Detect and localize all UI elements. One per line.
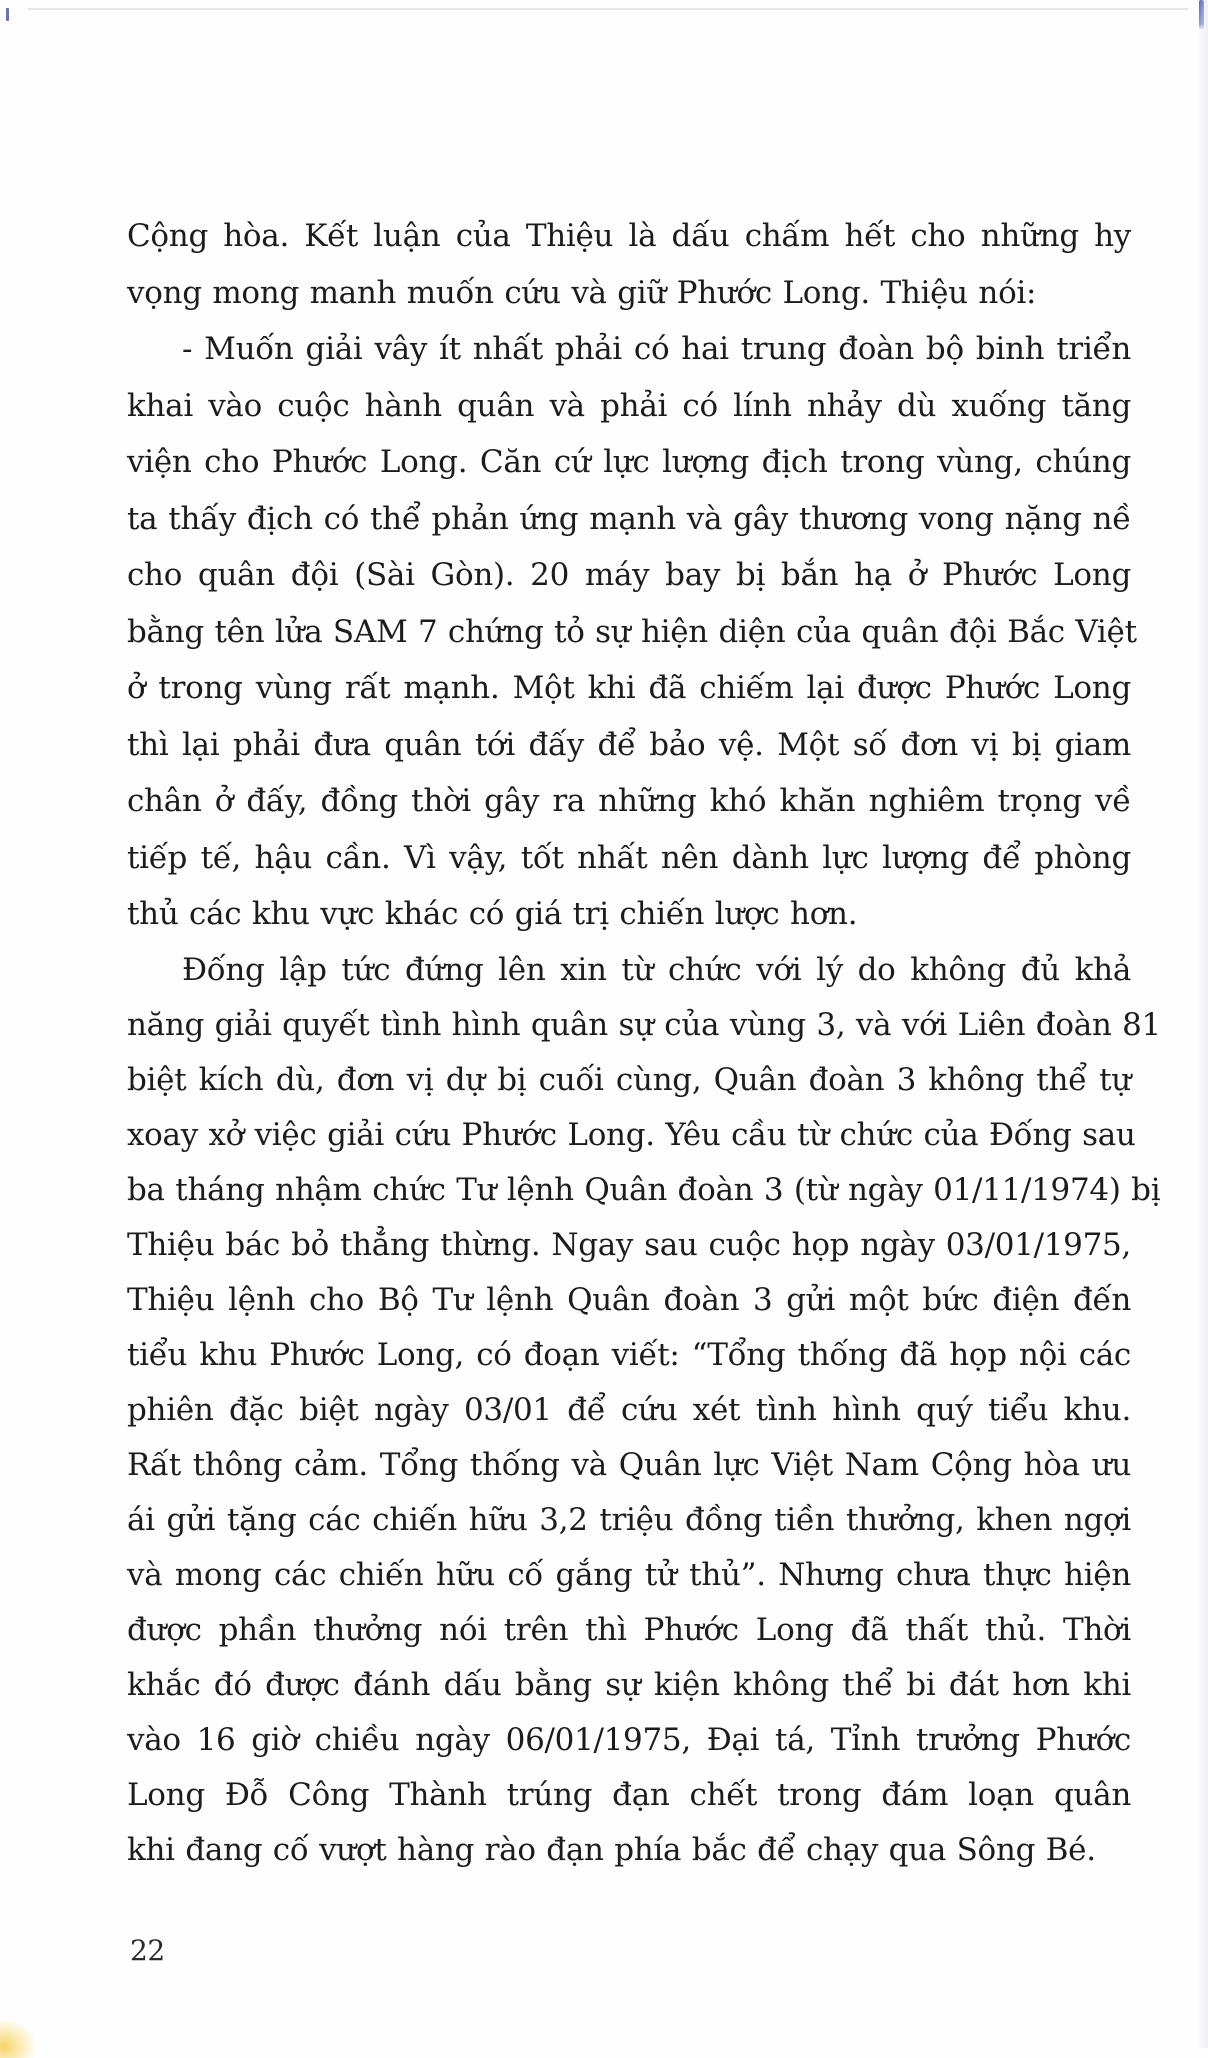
text-line: vọng mong manh muốn cứu và giữ Phước Long. Thiệu nói:: [127, 274, 1037, 311]
corner-smudge: [0, 2020, 35, 2058]
text-line: Cộng hòa. Kết luận của Thiệu là dấu chấm hết cho những hy: [127, 218, 1131, 254]
text-line: Thiệu bác bỏ thẳng thừng. Ngay sau cuộc họp ngày 03/01/1975,: [127, 1226, 1131, 1263]
text-line: bằng tên lửa SAM 7 chứng tỏ sự hiện diện của quân đội Bắc Việt: [127, 613, 1137, 650]
text-line: khi đang cố vượt hàng rào đạn phía bắc để chạy qua Sông Bé.: [127, 1831, 1096, 1868]
text-line: - Muốn giải vây ít nhất phải có hai trung đoàn bộ binh triển: [182, 331, 1131, 367]
text-line: tiểu khu Phước Long, có đoạn viết: “Tổng thống đã họp nội các: [127, 1336, 1131, 1373]
page-body: [127, 208, 1161, 1878]
text-line: được phần thưởng nói trên thì Phước Long đã thất thủ. Thời: [127, 1611, 1131, 1648]
text-line: thì lại phải đưa quân tới đấy để bảo vệ. Một số đơn vị bị giam: [127, 726, 1131, 763]
text-line: thủ các khu vực khác có giá trị chiến lược hơn.: [127, 896, 858, 932]
text-line: ta thấy địch có thể phản ứng mạnh và gây thương vong nặng nề: [127, 500, 1131, 537]
paragraph-1: [127, 208, 1137, 943]
text-line: biệt kích dù, đơn vị dự bị cuối cùng, Quân đoàn 3 không thể tự: [127, 1061, 1131, 1098]
text-line: ba tháng nhậm chức Tư lệnh Quân đoàn 3 (từ ngày 01/11/1974) bị: [127, 1171, 1161, 1208]
text-line: chân ở đấy, đồng thời gây ra những khó khăn nghiêm trọng về: [127, 783, 1131, 819]
text-line: Long Đỗ Công Thành trúng đạn chết trong đám loạn quân: [127, 1776, 1131, 1813]
text-line: cho quân đội (Sài Gòn). 20 máy bay bị bắn hạ ở Phước Long: [127, 557, 1131, 593]
text-line: và mong các chiến hữu cố gắng tử thủ”. Nhưng chưa thực hiện: [127, 1556, 1131, 1593]
text-line: xoay xở việc giải cứu Phước Long. Yêu cầu từ chức của Đống sau: [127, 1116, 1136, 1153]
text-line: Rất thông cảm. Tổng thống và Quân lực Việt Nam Cộng hòa ưu: [127, 1446, 1131, 1483]
text-line: Thiệu lệnh cho Bộ Tư lệnh Quân đoàn 3 gửi một bức điện đến: [127, 1281, 1131, 1318]
text-line: Đống lập tức đứng lên xin từ chức với lý do không đủ khả: [182, 951, 1131, 988]
text-line: vào 16 giờ chiều ngày 06/01/1975, Đại tá, Tỉnh trưởng Phước: [127, 1721, 1131, 1758]
text-line: tiếp tế, hậu cần. Vì vậy, tốt nhất nên dành lực lượng để phòng: [127, 839, 1131, 876]
scan-mark-left: [6, 8, 9, 21]
scan-top-rule: [28, 8, 1188, 10]
page-number: 22: [130, 1934, 165, 1967]
text-line: viện cho Phước Long. Căn cứ lực lượng địch trong vùng, chúng: [127, 444, 1131, 480]
text-line: năng giải quyết tình hình quân sự của vùng 3, và với Liên đoàn 81: [127, 1006, 1161, 1043]
text-line: phiên đặc biệt ngày 03/01 để cứu xét tình hình quý tiểu khu.: [127, 1391, 1131, 1428]
page-edge-shadow: [1196, 0, 1208, 2048]
paragraph-2: [127, 943, 1161, 1878]
text-line: ái gửi tặng các chiến hữu 3,2 triệu đồng tiền thưởng, khen ngợi: [127, 1501, 1131, 1538]
text-line: khai vào cuộc hành quân và phải có lính nhảy dù xuống tăng: [127, 387, 1131, 424]
text-line: ở trong vùng rất mạnh. Một khi đã chiếm lại được Phước Long: [127, 670, 1131, 706]
text-line: khắc đó được đánh dấu bằng sự kiện không thể bi đát hơn khi: [127, 1666, 1131, 1703]
